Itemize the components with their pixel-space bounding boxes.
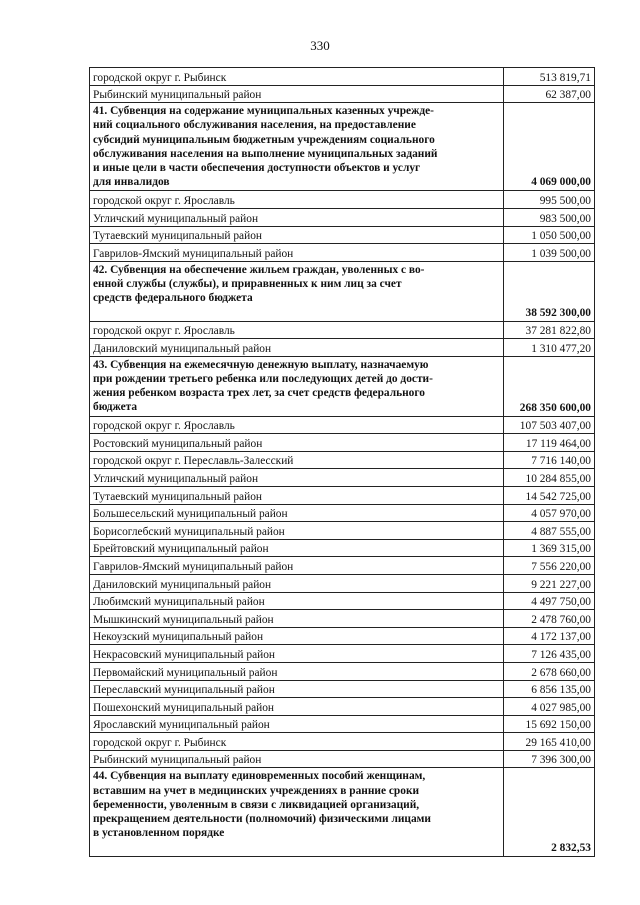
subvention-title: 41. Субвенция на содержание муниципальных казенных учрежде- ний социального обслуживания населения, на предоставление субсидий муниципальным бюджетным учреждениям социального обслуживания населения на выполнение муниципальных заданий и иные цели в части обеспечения доступности объектов и услуг для инвалидов xyxy=(90,103,504,191)
subvention-header-row xyxy=(90,261,595,321)
recipient-amount: 9 221 227,00 xyxy=(504,574,595,592)
subvention-total: 4 069 000,00 xyxy=(504,103,595,191)
recipient-name: Тутаевский муниципальный район xyxy=(90,486,504,504)
recipient-name: городской округ г. Рыбинск xyxy=(90,733,504,751)
table-row xyxy=(90,610,595,628)
recipient-name: Ярославский муниципальный район xyxy=(90,715,504,733)
recipient-name: Некоузский муниципальный район xyxy=(90,627,504,645)
recipient-amount: 4 887 555,00 xyxy=(504,522,595,540)
table-row xyxy=(90,451,595,469)
recipient-name: Брейтовский муниципальный район xyxy=(90,539,504,557)
table-row xyxy=(90,226,595,244)
recipient-name: Некрасовский муниципальный район xyxy=(90,645,504,663)
recipient-amount: 1 369 315,00 xyxy=(504,539,595,557)
table-row xyxy=(90,68,595,86)
recipient-name: Ростовский муниципальный район xyxy=(90,434,504,452)
recipient-name: городской округ г. Переславль-Залесский xyxy=(90,451,504,469)
recipient-name: Рыбинский муниципальный район xyxy=(90,85,504,103)
recipient-name: Гаврилов-Ямский муниципальный район xyxy=(90,244,504,262)
recipient-name: Мышкинский муниципальный район xyxy=(90,610,504,628)
recipient-amount: 7 556 220,00 xyxy=(504,557,595,575)
recipient-amount: 10 284 855,00 xyxy=(504,469,595,487)
table-row xyxy=(90,574,595,592)
table-row xyxy=(90,191,595,209)
subvention-header-row xyxy=(90,768,595,856)
table-row xyxy=(90,750,595,768)
table-row xyxy=(90,244,595,262)
subvention-total: 268 350 600,00 xyxy=(504,356,595,416)
recipient-name: Угличский муниципальный район xyxy=(90,469,504,487)
recipient-name: Гаврилов-Ямский муниципальный район xyxy=(90,557,504,575)
recipient-amount: 7 396 300,00 xyxy=(504,750,595,768)
budget-table-body xyxy=(90,68,595,857)
recipient-amount: 37 281 822,80 xyxy=(504,321,595,339)
subvention-header-row xyxy=(90,356,595,416)
table-row xyxy=(90,339,595,357)
table-row xyxy=(90,209,595,227)
recipient-name: Рыбинский муниципальный район xyxy=(90,750,504,768)
table-row xyxy=(90,698,595,716)
recipient-amount: 4 027 985,00 xyxy=(504,698,595,716)
recipient-amount: 513 819,71 xyxy=(504,68,595,86)
table-row xyxy=(90,733,595,751)
table-row xyxy=(90,680,595,698)
recipient-name: Первомайский муниципальный район xyxy=(90,662,504,680)
subvention-title: 44. Субвенция на выплату единовременных пособий женщинам, вставшим на учет в медицинских учреждениях в ранние сроки беременности, уволенным в связи с ликвидацией организаций, прекращением деятельности (полномочий) физическими лицами в установленном порядке xyxy=(90,768,504,856)
recipient-amount: 2 478 760,00 xyxy=(504,610,595,628)
table-row xyxy=(90,321,595,339)
budget-table xyxy=(89,67,595,857)
table-row xyxy=(90,627,595,645)
recipient-amount: 983 500,00 xyxy=(504,209,595,227)
recipient-name: Борисоглебский муниципальный район xyxy=(90,522,504,540)
recipient-amount: 1 050 500,00 xyxy=(504,226,595,244)
subvention-title: 43. Субвенция на ежемесячную денежную выплату, назначаемую при рождении третьего ребенка или последующих детей до дости- жения ребенком возраста трех лет, за счет средств федерального бюджета xyxy=(90,356,504,416)
recipient-amount: 15 692 150,00 xyxy=(504,715,595,733)
table-row xyxy=(90,522,595,540)
recipient-amount: 14 542 725,00 xyxy=(504,486,595,504)
table-row xyxy=(90,469,595,487)
table-row xyxy=(90,645,595,663)
recipient-amount: 4 497 750,00 xyxy=(504,592,595,610)
page-number: 330 xyxy=(310,38,330,53)
recipient-name: Большесельский муниципальный район xyxy=(90,504,504,522)
subvention-title: 42. Субвенция на обеспечение жильем граждан, уволенных с во- енной службы (службы), и приравненных к ним лиц за счет средств федерального бюджета xyxy=(90,261,504,321)
recipient-name: городской округ г. Рыбинск xyxy=(90,68,504,86)
recipient-name: Переславский муниципальный район xyxy=(90,680,504,698)
table-row xyxy=(90,539,595,557)
table-row xyxy=(90,715,595,733)
recipient-amount: 1 039 500,00 xyxy=(504,244,595,262)
recipient-name: Даниловский муниципальный район xyxy=(90,574,504,592)
recipient-name: городской округ г. Ярославль xyxy=(90,416,504,434)
recipient-amount: 4 057 970,00 xyxy=(504,504,595,522)
recipient-name: Даниловский муниципальный район xyxy=(90,339,504,357)
recipient-name: городской округ г. Ярославль xyxy=(90,321,504,339)
recipient-amount: 29 165 410,00 xyxy=(504,733,595,751)
recipient-amount: 7 126 435,00 xyxy=(504,645,595,663)
recipient-name: Тутаевский муниципальный район xyxy=(90,226,504,244)
table-row xyxy=(90,504,595,522)
recipient-amount: 7 716 140,00 xyxy=(504,451,595,469)
recipient-amount: 2 678 660,00 xyxy=(504,662,595,680)
recipient-amount: 62 387,00 xyxy=(504,85,595,103)
recipient-amount: 1 310 477,20 xyxy=(504,339,595,357)
table-row xyxy=(90,662,595,680)
subvention-total: 38 592 300,00 xyxy=(504,261,595,321)
subvention-total: 2 832,53 xyxy=(504,768,595,856)
table-row xyxy=(90,416,595,434)
recipient-amount: 107 503 407,00 xyxy=(504,416,595,434)
recipient-amount: 4 172 137,00 xyxy=(504,627,595,645)
recipient-name: Пошехонский муниципальный район xyxy=(90,698,504,716)
table-row xyxy=(90,434,595,452)
table-row xyxy=(90,592,595,610)
recipient-amount: 6 856 135,00 xyxy=(504,680,595,698)
table-row xyxy=(90,85,595,103)
table-row xyxy=(90,557,595,575)
recipient-amount: 17 119 464,00 xyxy=(504,434,595,452)
recipient-name: Угличский муниципальный район xyxy=(90,209,504,227)
recipient-name: Любимский муниципальный район xyxy=(90,592,504,610)
recipient-amount: 995 500,00 xyxy=(504,191,595,209)
subvention-header-row xyxy=(90,103,595,191)
table-row xyxy=(90,486,595,504)
recipient-name: городской округ г. Ярославль xyxy=(90,191,504,209)
